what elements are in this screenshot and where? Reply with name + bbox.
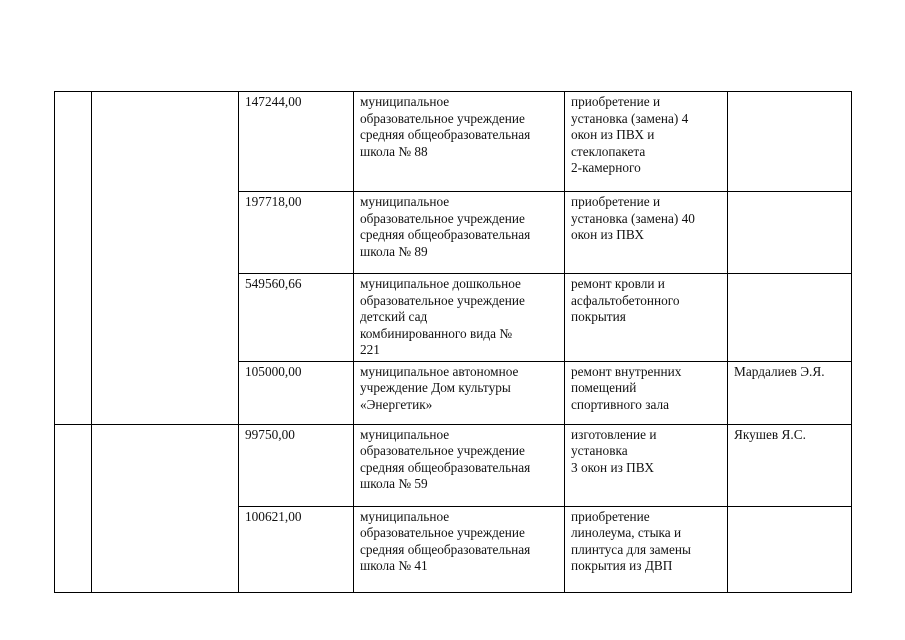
institution-cell: муниципальное автономное учреждение Дом культуры «Энергетик»	[354, 361, 565, 424]
work-cell: ремонт внутренних помещений спортивного зала	[565, 361, 728, 424]
institution-cell: муниципальное образовательное учреждение средняя общеобразовательная школа № 59	[354, 424, 565, 506]
work-cell: приобретение и установка (замена) 4 окон из ПВХ и стеклопакета 2-камерного	[565, 92, 728, 192]
amount-cell: 105000,00	[239, 361, 354, 424]
work-cell: приобретение и установка (замена) 40 окон из ПВХ	[565, 192, 728, 274]
work-cell: ремонт кровли и асфальтобетонного покрытия	[565, 274, 728, 362]
person-cell	[728, 92, 852, 192]
work-cell: изготовление и установка 3 окон из ПВХ	[565, 424, 728, 506]
amount-cell: 197718,00	[239, 192, 354, 274]
person-cell	[728, 274, 852, 362]
institution-cell: муниципальное образовательное учреждение средняя общеобразовательная школа № 89	[354, 192, 565, 274]
amount-cell: 100621,00	[239, 506, 354, 592]
funding-table	[54, 91, 852, 593]
number-cell	[55, 424, 92, 592]
person-cell	[728, 192, 852, 274]
amount-cell: 549560,66	[239, 274, 354, 362]
person-cell: Мардалиев Э.Я.	[728, 361, 852, 424]
table-row	[55, 92, 852, 192]
person-cell: Якушев Я.С.	[728, 424, 852, 506]
number-cell	[55, 92, 92, 425]
work-cell: приобретение линолеума, стыка и плинтуса для замены покрытия из ДВП	[565, 506, 728, 592]
person-cell	[728, 506, 852, 592]
area-cell	[92, 424, 239, 592]
institution-cell: муниципальное дошкольное образовательное учреждение детский сад комбинированного вида № 221	[354, 274, 565, 362]
institution-cell: муниципальное образовательное учреждение средняя общеобразовательная школа № 88	[354, 92, 565, 192]
area-cell	[92, 92, 239, 425]
institution-cell: муниципальное образовательное учреждение средняя общеобразовательная школа № 41	[354, 506, 565, 592]
table-row	[55, 424, 852, 506]
amount-cell: 99750,00	[239, 424, 354, 506]
amount-cell: 147244,00	[239, 92, 354, 192]
